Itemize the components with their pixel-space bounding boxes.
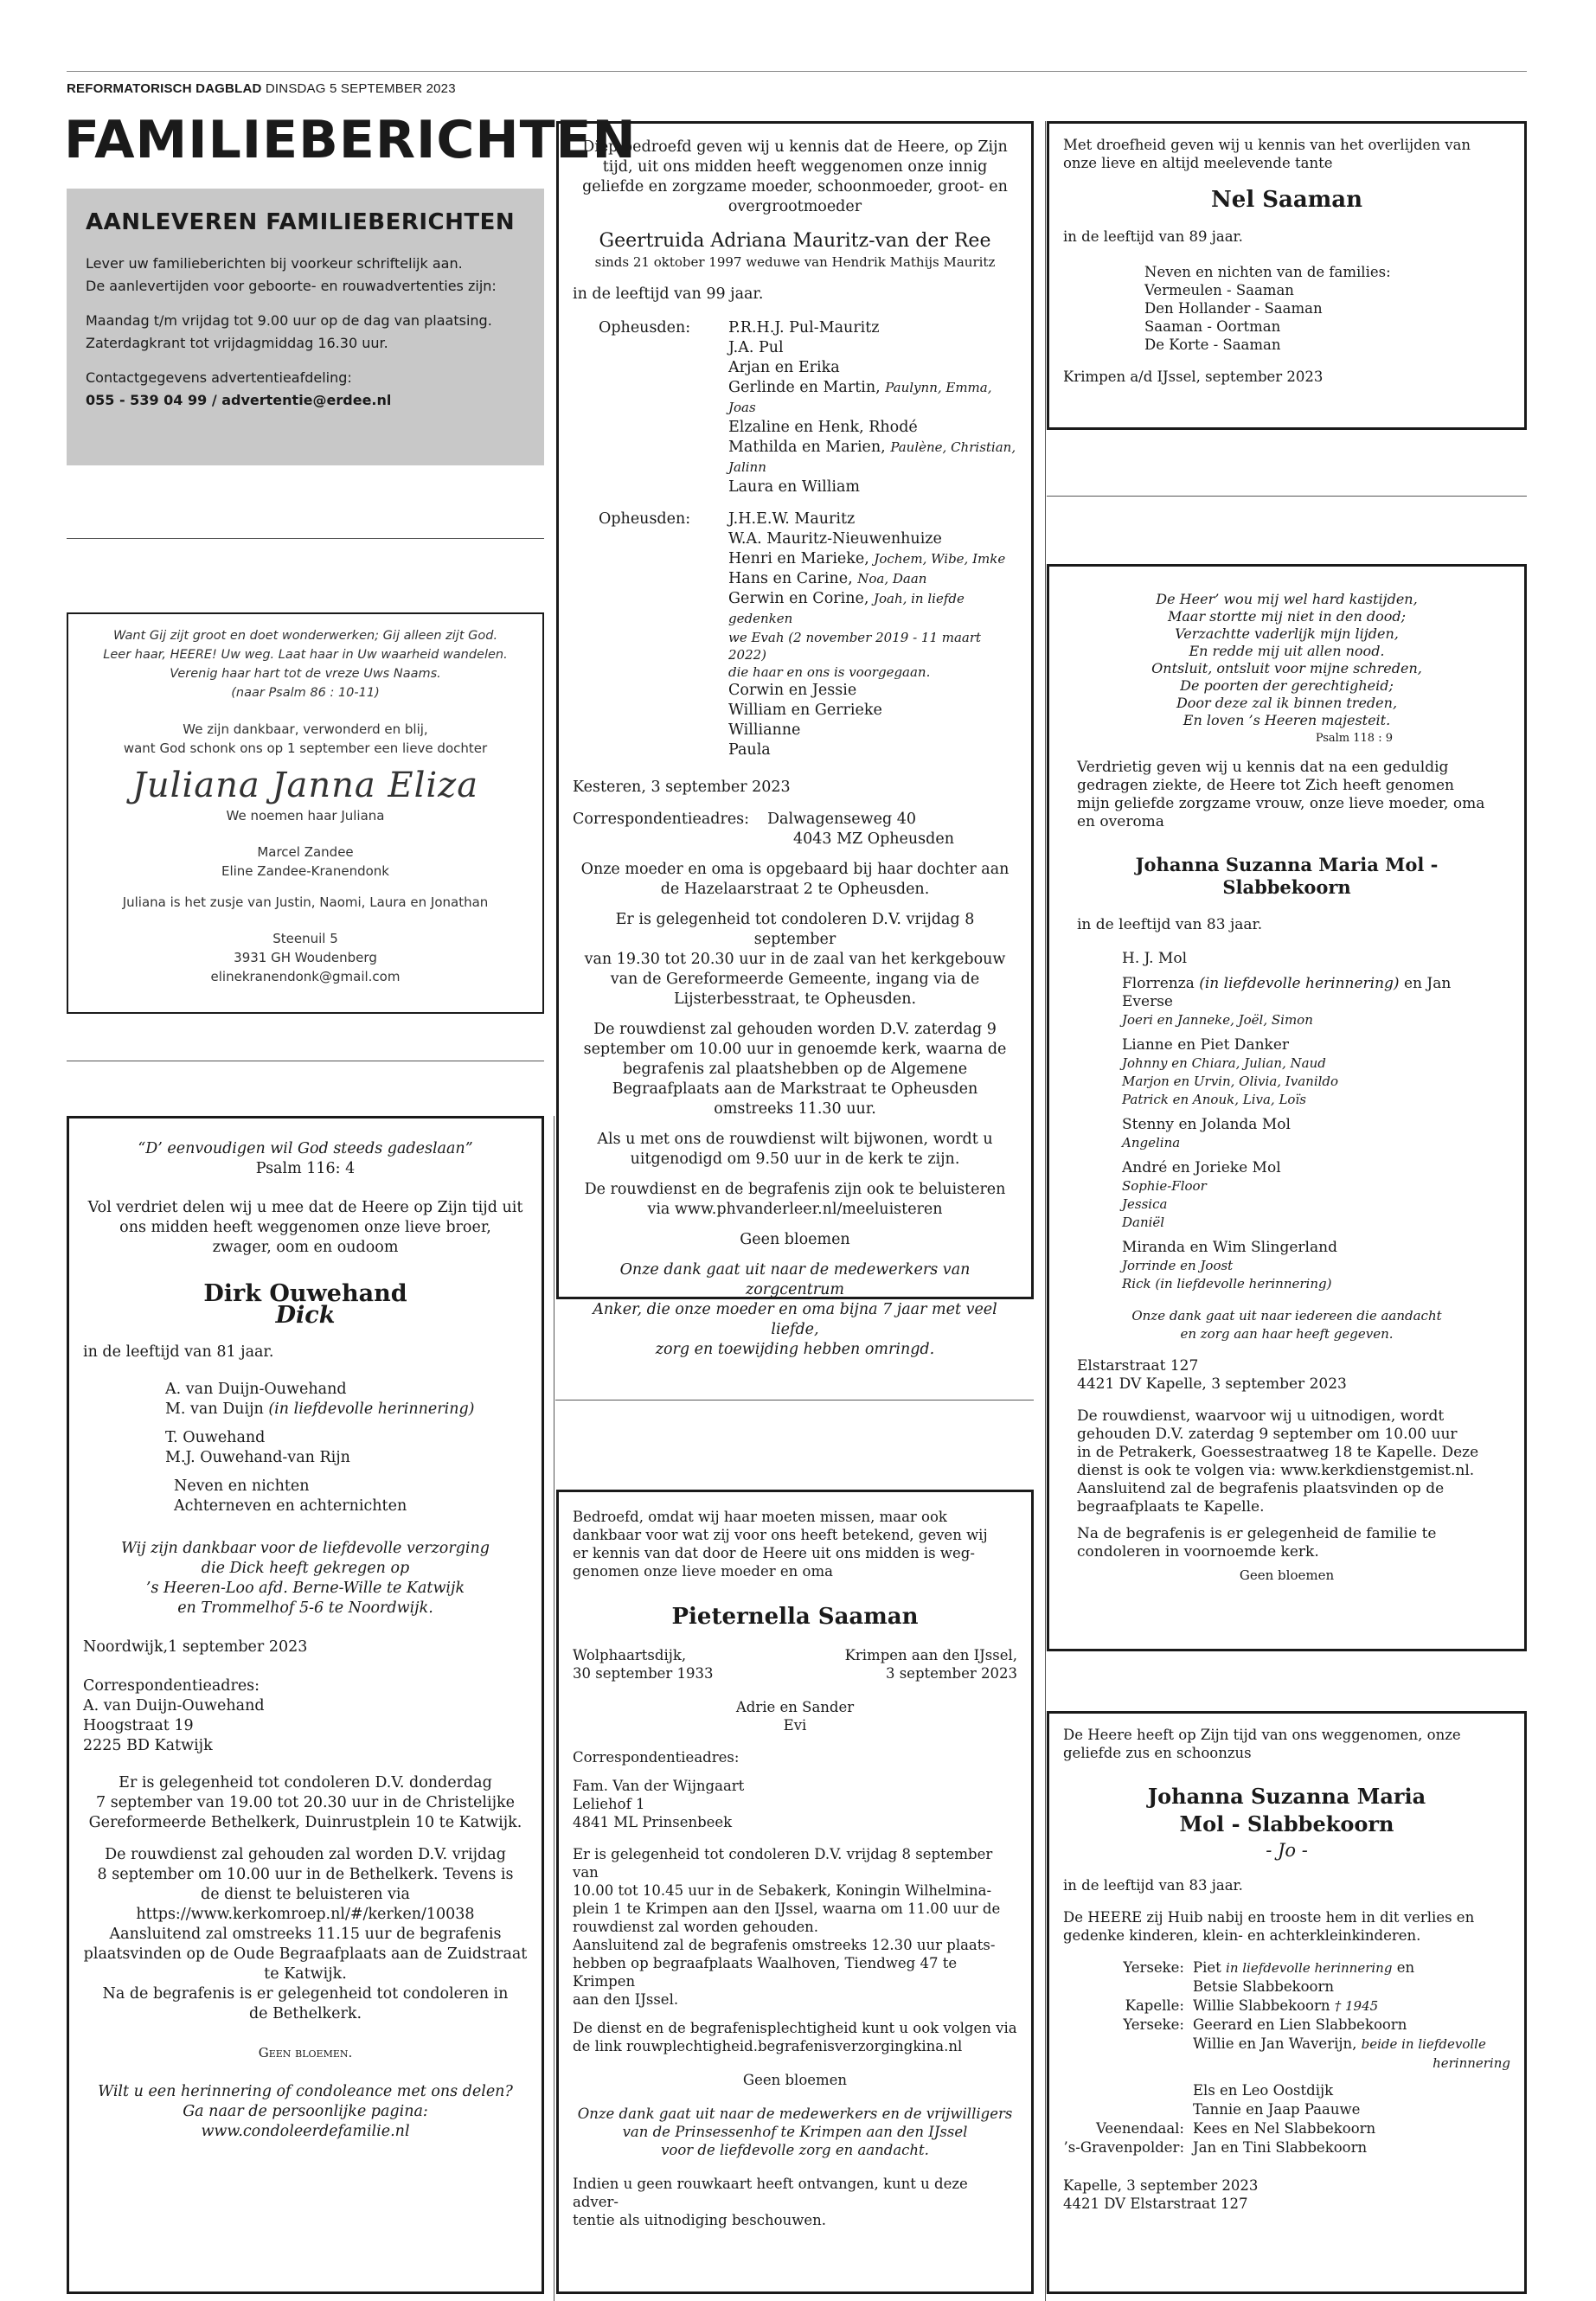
service-line: begraafplaats te Kapelle. (1077, 1498, 1265, 1516)
thanks-line: die Dick heeft gekregen op (201, 1560, 410, 1577)
wish-line: gedenke kinderen, klein- en achterkleinkinderen. (1063, 1927, 1421, 1944)
family-member: Paula (728, 741, 771, 759)
condolence-line: van 19.30 tot 20.30 uur in de zaal van het kerkgebouw (584, 951, 1006, 968)
psalm-line: En loven ’s Heeren majesteit. (1183, 712, 1391, 728)
condolence-line: plein 1 te Krimpen aan den IJssel, waarna om 11.00 uur de (573, 1900, 1001, 1917)
address-line: A. van Duijn-Ouwehand (83, 1697, 265, 1715)
call-name: We noemen haar Juliana (226, 808, 385, 824)
intro-line: De Heere heeft op Zijn tijd van ons weggenomen, onze (1063, 1727, 1461, 1743)
family-member: Laura en William (728, 478, 860, 496)
publication-name: REFORMATORISCH DAGBLAD (67, 81, 262, 96)
family-member: P.R.H.J. Pul-Mauritz (728, 319, 880, 336)
correspondence-label: Correspondentieadres: (573, 1749, 740, 1766)
intro-line: onze lieve en altijd meelevende tante (1063, 155, 1333, 171)
contact-info: 055 - 539 04 99 / advertentie@erdee.nl (86, 392, 392, 408)
family-member: Adrie en Sander (735, 1699, 855, 1715)
family-member: André en Jorieke Mol (1122, 1159, 1281, 1176)
thanks-line: zorg en toewijding hebben omringd. (655, 1341, 935, 1358)
family-member: Gerlinde en Martin, Paulynn, Emma, Joas (728, 379, 992, 415)
publication-header (67, 81, 456, 96)
family-member: Miranda en Wim Slingerland (1122, 1239, 1337, 1256)
address-line: 3931 GH Woudenberg (234, 950, 377, 965)
family-row (1063, 2016, 1510, 2035)
address-line: 4043 MZ Opheusden (793, 830, 954, 848)
family-row (1063, 2119, 1510, 2138)
birth-date: 30 september 1933 (573, 1665, 714, 1682)
column-divider (1045, 121, 1046, 2301)
family-member: Willianne (728, 721, 801, 739)
quote: “D’ eenvoudigen wil God steeds gadeslaan” (138, 1140, 473, 1157)
birth-announcement (67, 612, 544, 1014)
address-line: 4421 DV Kapelle, 3 september 2023 (1077, 1375, 1347, 1393)
intro-line: Diep bedroefd geven wij u kennis dat de Heere, op Zijn (582, 138, 1008, 156)
info-line: Zaterdagkrant tot vrijdagmiddag 16.30 uur. (86, 335, 388, 351)
psalm-line: Door deze zal ik binnen treden, (1176, 695, 1398, 711)
parent-name: Eline Zandee-Kranendonk (221, 863, 389, 879)
deceased-name: Nel Saaman (1211, 187, 1362, 213)
deceased-name: Johanna Suzanna Maria Mol - Slabbekoorn (1135, 854, 1439, 898)
place-date: Kapelle, 3 september 2023 (1063, 2177, 1259, 2194)
verse-line: Want Gij zijt groot en doet wonderwerken; Gij alleen zijt God. (112, 629, 498, 643)
family-member: William en Gerrieke (728, 702, 882, 719)
service-line: begrafenis zal plaatshebben op de Algemene (622, 1061, 968, 1078)
family-member: Neven en nichten van de families: (1144, 264, 1391, 280)
condolence-line: Gereformeerde Bethelkerk, Duinrustplein 10 te Katwijk. (88, 1814, 522, 1831)
submission-info-box (67, 189, 544, 465)
death-place: Krimpen aan den IJssel, (844, 1647, 1017, 1663)
place-date: Kesteren, 3 september 2023 (573, 779, 791, 796)
service-line: Aansluitend zal omstreeks 11.15 uur de begrafenis (109, 1926, 502, 1943)
service-line: Na de begrafenis is er gelegenheid de familie te (1077, 1525, 1437, 1542)
psalm-line: De Heer’ wou mij wel hard kastijden, (1156, 591, 1418, 607)
correspondence-block (573, 810, 954, 849)
info-line: Maandag t/m vrijdag tot 9.00 uur op de dag van plaatsing. (86, 312, 492, 329)
deceased-name: Dirk Ouwehand (203, 1280, 407, 1307)
service-line: uitgenodigd om 9.50 uur in de kerk te zijn. (630, 1150, 960, 1168)
place-label: Veenendaal: (1095, 2120, 1184, 2137)
psalm-reference: Psalm 118 : 9 (1315, 732, 1393, 745)
family-member: De Korte - Saaman (1144, 336, 1281, 353)
family-row (1063, 1958, 1510, 1977)
condolence-line: Aansluitend zal de begrafenis omstreeks 12.30 uur plaats- (573, 1937, 996, 1953)
service-line: gehouden D.V. zaterdag 9 september om 10.00 uur (1077, 1426, 1458, 1443)
deceased-name: Pieternella Saaman (671, 1604, 919, 1630)
listen-url: de link rouwplechtigheid.begrafenisverzorgingkina.nl (573, 2038, 963, 2054)
divider (1047, 496, 1527, 497)
thanks-line: Onze dank gaat uit naar de medewerkers en de vrijwilligers (577, 2106, 1013, 2122)
service-line: de Bethelkerk. (248, 2005, 362, 2022)
deceased-name: Mol - Slabbekoorn (1179, 1811, 1394, 1836)
family-member: J.A. Pul (728, 339, 784, 356)
wish-line: De HEERE zij Huib nabij en trooste hem in dit verlies en (1063, 1909, 1475, 1926)
address-line: Fam. Van der Wijngaart (573, 1778, 745, 1794)
share-url: www.condoleerdefamilie.nl (201, 2123, 410, 2140)
family-member: Daniël (1122, 1215, 1165, 1230)
family-member: Saaman - Oortman (1144, 318, 1281, 335)
family-row (1063, 2054, 1510, 2073)
deceased-name: Johanna Suzanna Maria (1147, 1784, 1426, 1809)
share-line: Wilt u een herinnering of condoleance met ons delen? (98, 2083, 513, 2100)
intro-line: er kennis van dat door de Heere uit ons midden is weg- (573, 1545, 975, 1561)
family-row (1063, 2100, 1510, 2119)
service-line: Aansluitend zal de begrafenis plaatsvinden op de (1077, 1480, 1445, 1497)
condolence-line: 10.00 tot 10.45 uur in de Sebakerk, Koningin Wilhelmina- (573, 1882, 992, 1899)
service-line: dienst is ook te volgen via: www.kerkdienstgemist.nl. (1077, 1462, 1475, 1479)
condolence-line: Er is gelegenheid tot condoleren D.V. vrijdag 8 september (615, 911, 975, 948)
obituary-nel-saaman (1047, 121, 1527, 430)
thanks-line: Anker, die onze moeder en oma bijna 7 jaar met veel liefde, (593, 1301, 997, 1338)
condolence-line: Er is gelegenheid tot condoleren D.V. vrijdag 8 september van (573, 1846, 993, 1881)
widow-line: sinds 21 oktober 1997 weduwe van Hendrik Mathijs Mauritz (594, 254, 996, 270)
listen-line: De dienst en de begrafenisplechtigheid kunt u ook volgen via (573, 2020, 1017, 2036)
intro-line: tijd, uit ons midden heeft weggenomen onze innig (602, 158, 988, 176)
psalm-line: En redde mij uit allen nood. (1189, 643, 1385, 659)
verse-line: Leer haar, HEERE! Uw weg. Laat haar in Uw waarheid wandelen. (103, 648, 508, 662)
family-row (1063, 2138, 1510, 2157)
thanks-line: van de Prinsessenhof te Krimpen aan den IJssel (622, 2124, 968, 2140)
family-member: Den Hollander - Saaman (1144, 300, 1323, 317)
condolence-line: 7 september van 19.00 tot 20.30 uur in de Christelijke (96, 1794, 515, 1811)
age-line: in de leeftijd van 89 jaar. (1063, 228, 1243, 245)
card-note: Indien u geen rouwkaart heeft ontvangen, kunt u deze adver- (573, 2176, 968, 2210)
family-member: Florrenza (in liefdevolle herinnering) en Jan Everse (1122, 975, 1452, 1010)
siblings-line: Juliana is het zusje van Justin, Naomi, Laura en Jonathan (122, 894, 489, 910)
family-member: we Evah (2 november 2019 - 11 maart 2022) (728, 630, 982, 663)
divider (67, 538, 544, 539)
obituary-geertruida-mauritz (556, 121, 1034, 1358)
family-member: Rick (in liefdevolle herinnering) (1122, 1276, 1332, 1292)
thanks-line: en Trommelhof 5-6 te Noordwijk. (177, 1599, 433, 1617)
family-member: Piet in liefdevolle herinnering en (1193, 1959, 1415, 1976)
age-line: in de leeftijd van 83 jaar. (1077, 916, 1263, 933)
family-member: Joeri en Janneke, Joël, Simon (1122, 1012, 1313, 1028)
place-label: Yerseke: (1123, 2016, 1184, 2033)
family-member: Johnny en Chiara, Julian, Naud (1122, 1055, 1326, 1071)
info-line: De aanlevertijden voor geboorte- en rouwadvertenties zijn: (86, 278, 497, 294)
card-note: tentie als uitnodiging beschouwen. (573, 2212, 826, 2228)
place-date: Krimpen a/d IJssel, september 2023 (1063, 369, 1324, 385)
address-line: 4421 DV Elstarstraat 127 (1063, 2195, 1248, 2212)
place-label (1063, 2081, 1193, 2100)
family-member: H. J. Mol (1122, 950, 1188, 967)
intro-line: genomen onze lieve moeder en oma (573, 1563, 833, 1580)
family-member: Willie en Jan Waverijn, beide in liefdevolle (1193, 2035, 1486, 2052)
listen-line: De rouwdienst en de begrafenis zijn ook te beluisteren (584, 1181, 1006, 1198)
address-line: 4841 ML Prinsenbeek (573, 1814, 733, 1830)
info-line: Contactgegevens advertentieafdeling: (86, 369, 352, 386)
condolence-line: aan den IJssel. (573, 1991, 679, 2008)
family-member: Jorrinde en Joost (1122, 1258, 1234, 1273)
family-member: Elzaline en Henk, Rhodé (728, 419, 918, 436)
publication-date: DINSDAG 5 SEPTEMBER 2023 (265, 81, 456, 96)
service-line: plaatsvinden op de Oude Begraafplaats aan de Zuidstraat (83, 1945, 528, 1963)
family-member: Lianne en Piet Danker (1122, 1036, 1290, 1054)
family-member: M. van Duijn (in liefdevolle herinnering) (165, 1400, 475, 1418)
condolence-line: rouwdienst zal worden gehouden. (573, 1919, 819, 1935)
service-line: condoleren in voornoemde kerk. (1077, 1543, 1319, 1561)
service-line: september om 10.00 uur in genoemde kerk, waarna de (583, 1041, 1007, 1058)
thanks-line: voor de liefdevolle zorg en aandacht. (661, 2142, 929, 2158)
family-table (1063, 1958, 1510, 2157)
place-label: Kapelle: (1125, 1997, 1184, 2014)
obituary-johanna-mol-siblings (1047, 1711, 1527, 2294)
death-date: 3 september 2023 (885, 1665, 1017, 1682)
address-line: Hoogstraat 19 (83, 1717, 194, 1734)
no-flowers: Geen bloemen. (258, 2045, 353, 2061)
obituary-dirk-ouwehand (67, 1116, 544, 2294)
address-line: Leliehof 1 (573, 1796, 645, 1812)
family-member: die haar en ons is voorgegaan. (728, 664, 931, 680)
family-member: Vermeulen - Saaman (1144, 282, 1294, 298)
address-line: Dalwagenseweg 40 (767, 811, 917, 828)
place-label: Yerseke: (1123, 1959, 1184, 1976)
family-member: Jessica (1122, 1196, 1168, 1212)
psalm-line: Maar stortte mij niet in den dood; (1167, 608, 1407, 625)
parent-name: Marcel Zandee (257, 844, 354, 860)
family-member: Jan en Tini Slabbekoorn (1193, 2139, 1368, 2156)
intro-line: en overoma (1077, 813, 1164, 830)
family-member: Henri en Marieke, Jochem, Wibe, Imke (728, 550, 1006, 567)
family-row (1063, 2081, 1510, 2100)
birth-intro: We zijn dankbaar, verwonderd en blij, (183, 721, 428, 737)
service-line: De rouwdienst zal gehouden zal worden D.V. vrijdag (105, 1846, 506, 1863)
deceased-name: Geertruida Adriana Mauritz-van der Ree (599, 230, 991, 252)
intro-line: dankbaar voor wat zij voor ons heeft betekend, geven wij (573, 1527, 988, 1543)
place-label: Opheusden: (599, 510, 691, 528)
family-member: Corwin en Jessie (728, 682, 857, 699)
verse-reference: (naar Psalm 86 : 10-11) (231, 686, 380, 700)
family-member: Stenny en Jolanda Mol (1122, 1116, 1291, 1133)
family-member: Achterneven en achternichten (174, 1497, 407, 1515)
correspondence-label: Correspondentieadres: (573, 811, 750, 828)
family-row (1063, 1997, 1510, 2016)
intro-line: zwager, oom en oudoom (212, 1239, 399, 1256)
service-line: in de Petrakerk, Goessestraatweg 18 te Kapelle. Deze (1077, 1444, 1479, 1461)
birth-place: Wolphaartsdijk, (573, 1647, 687, 1663)
service-line: De rouwdienst, waarvoor wij u uitnodigen, wordt (1077, 1407, 1445, 1425)
page-title: FAMILIEBERICHTEN (64, 110, 637, 170)
thanks-line: Onze dank gaat uit naar iedereen die aandacht (1131, 1308, 1442, 1324)
intro-line: ons midden heeft weggenomen onze lieve broer, (119, 1219, 491, 1236)
intro-line: geliefde en zorgzame moeder, schoonmoeder, groot- en (582, 178, 1008, 195)
family-member: Gerwin en Corine, Joah, in liefde gedenken (728, 590, 965, 626)
service-line: omstreeks 11.30 uur. (714, 1100, 876, 1118)
service-url: https://www.kerkomroep.nl/#/kerken/10038 (136, 1906, 475, 1923)
dates-row (573, 1646, 1017, 1682)
family-member: J.H.E.W. Mauritz (728, 510, 856, 528)
family-member: Mathilda en Marien, Paulène, Christian, (728, 439, 1016, 456)
deceased-nickname: - Jo - (1266, 1840, 1308, 1861)
place-label (1063, 2100, 1193, 2119)
family-member: M.J. Ouwehand-van Rijn (165, 1449, 350, 1466)
family-member: T. Ouwehand (165, 1429, 266, 1446)
service-line: de dienst te beluisteren via (201, 1886, 410, 1903)
thanks-line: Wij zijn dankbaar voor de liefdevolle verzorging (121, 1540, 490, 1557)
intro-line: mijn geliefde zorgzame vrouw, onze lieve moeder, oma (1077, 795, 1485, 812)
family-member: Patrick en Anouk, Liva, Loïs (1122, 1092, 1306, 1107)
family-member: Hans en Carine, Noa, Daan (728, 570, 927, 587)
email-address: elinekranendonk@gmail.com (210, 969, 401, 984)
obituary-pieternella-saaman (556, 1490, 1034, 2294)
birth-intro: want God schonk ons op 1 september een lieve dochter (123, 740, 488, 756)
place-label (1063, 1977, 1193, 1997)
service-line: Begraafplaats aan de Markstraat te Opheusden (612, 1080, 978, 1098)
place-label (1063, 2054, 1193, 2073)
family-row (1063, 1977, 1510, 1997)
family-member: Geerard en Lien Slabbekoorn (1193, 2016, 1407, 2033)
intro-line: Bedroefd, omdat wij haar moeten missen, maar ook (573, 1509, 947, 1525)
info-heading: AANLEVEREN FAMILIEBERICHTEN (86, 209, 516, 235)
psalm-line: De poorten der gerechtigheid; (1180, 677, 1394, 694)
no-flowers: Geen bloemen (740, 1231, 850, 1248)
place-label: ’s-Gravenpolder: (1063, 2139, 1184, 2156)
place-label (1063, 2035, 1193, 2054)
family-member: A. van Duijn-Ouwehand (165, 1381, 347, 1398)
family-member: Neven en nichten (174, 1477, 310, 1495)
listen-url: via www.phvanderleer.nl/meeluisteren (647, 1201, 943, 1218)
family-member: Betsie Slabbekoorn (1193, 1978, 1334, 1995)
psalm-line: Ontsluit, ontsluit voor mijne schreden, (1151, 660, 1422, 676)
condolence-line: hebben op begraafplaats Waalhoven, Tiendweg 47 te Krimpen (573, 1955, 958, 1990)
address-line: Elstarstraat 127 (1077, 1357, 1199, 1375)
laid-out-line: Onze moeder en oma is opgebaard bij haar dochter aan (580, 861, 1010, 878)
info-line: Lever uw familieberichten bij voorkeur schriftelijk aan. (86, 255, 463, 272)
verse-line: Verenig haar hart tot de vreze Uws Naams. (170, 667, 441, 681)
address-line: Steenuil 5 (272, 931, 338, 946)
thanks-line: Onze dank gaat uit naar de medewerkers van zorgcentrum (619, 1261, 971, 1298)
age-line: in de leeftijd van 83 jaar. (1063, 1877, 1243, 1894)
address-line: 2225 BD Katwijk (83, 1737, 213, 1754)
deceased-nickname: Dick (275, 1302, 336, 1329)
child-name: Juliana Janna Eliza (131, 766, 479, 805)
service-line: Als u met ons de rouwdienst wilt bijwonen, wordt u (597, 1131, 993, 1148)
family-member: herinnering (1433, 2055, 1510, 2071)
family-member: Tannie en Jaap Paauwe (1193, 2101, 1361, 2118)
quote-reference: Psalm 116: 4 (255, 1160, 356, 1177)
psalm-line: Verzachtte vaderlijk mijn lijden, (1175, 625, 1399, 642)
intro-line: geliefde zus en schoonzus (1063, 1745, 1252, 1761)
intro-line: Verdrietig geven wij u kennis dat na een geduldig (1077, 759, 1449, 776)
top-rule (67, 71, 1527, 72)
family-member: Arjan en Erika (728, 359, 840, 376)
family-member: Els en Leo Oostdijk (1193, 2082, 1334, 2099)
family-member: W.A. Mauritz-Nieuwenhuize (728, 530, 942, 548)
intro-line: Vol verdriet delen wij u mee dat de Heere op Zijn tijd uit (87, 1199, 523, 1216)
family-member: Kees en Nel Slabbekoorn (1193, 2120, 1376, 2137)
intro-line: overgrootmoeder (727, 198, 862, 215)
service-line: Na de begrafenis is er gelegenheid tot condoleren in (102, 1985, 509, 2003)
service-line: De rouwdienst zal gehouden worden D.V. zaterdag 9 (593, 1021, 997, 1038)
family-row (1063, 2035, 1510, 2054)
condolence-line: Lijsterbesstraat, te Opheusden. (673, 990, 917, 1008)
family-member: Angelina (1122, 1135, 1181, 1150)
age-line: in de leeftijd van 81 jaar. (83, 1343, 274, 1361)
family-member: Jalinn (728, 459, 766, 475)
family-table (573, 318, 1017, 760)
laid-out-line: de Hazelaarstraat 2 te Opheusden. (660, 881, 930, 898)
place-label: Opheusden: (599, 319, 691, 336)
family-member: Sophie-Floor (1122, 1178, 1207, 1194)
no-flowers: Geen bloemen (1239, 1567, 1335, 1583)
service-line: 8 september om 10.00 uur in de Bethelkerk. Tevens is (97, 1866, 514, 1883)
intro-line: Met droefheid geven wij u kennis van het overlijden van (1063, 137, 1471, 153)
service-line: te Katwijk. (264, 1965, 347, 1983)
share-line: Ga naar de persoonlijke pagina: (183, 2103, 428, 2120)
obituary-johanna-mol-family (1047, 564, 1527, 1651)
condolence-line: van de Gereformeerde Gemeente, ingang via de (610, 971, 980, 988)
family-member: Willie Slabbekoorn † 1945 (1193, 1997, 1379, 2014)
intro-line: gedragen ziekte, de Heere tot Zich heeft genomen (1077, 777, 1454, 794)
age-line: in de leeftijd van 99 jaar. (573, 285, 764, 303)
no-flowers: Geen bloemen (742, 2072, 848, 2088)
family-member: Evi (783, 1717, 807, 1734)
correspondence-label: Correspondentieadres: (83, 1677, 260, 1695)
thanks-line: en zorg aan haar heeft gegeven. (1180, 1326, 1394, 1342)
thanks-line: ’s Heeren-Loo afd. Berne-Wille te Katwijk (145, 1580, 465, 1597)
condolence-line: Er is gelegenheid tot condoleren D.V. donderdag (119, 1774, 492, 1791)
family-member: Marjon en Urvin, Olivia, Ivanildo (1122, 1074, 1339, 1089)
place-date: Noordwijk,1 september 2023 (83, 1638, 308, 1656)
